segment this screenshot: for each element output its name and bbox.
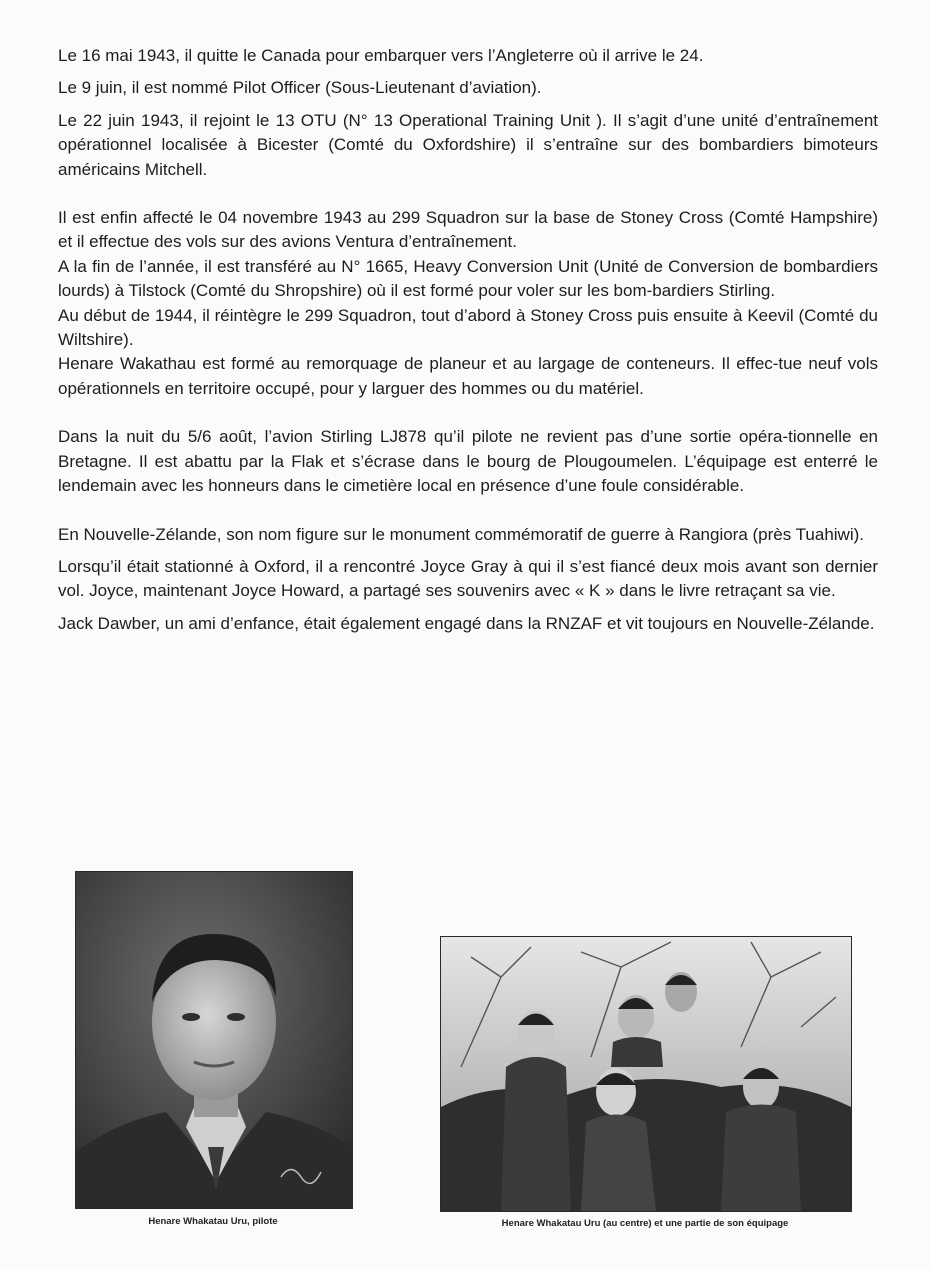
paragraph-11: Jack Dawber, un ami d’enfance, était également engagé dans la RNZAF et vit toujours en Nouvelle-Zélande. (58, 613, 875, 633)
paragraph-4: Il est enfin affecté le 04 novembre 1943 au 299 Squadron sur la base de Stoney Cross (Comté Hampshire) et il effectue des vols sur des avions Ventura d’entraînement. (58, 208, 878, 252)
paragraph-6: Au début de 1944, il réintègre le 299 Squadron, tout d’abord à Stoney Cross puis ensuite à Keevil (Comté du Wiltshire). (58, 305, 878, 350)
group-caption: Henare Whakatau Uru (au centre) et une partie de son équipage (501, 1218, 789, 1229)
group-photo (440, 936, 852, 1212)
paragraph-3: Le 22 juin 1943, il rejoint le 13 OTU (N° 13 Operational Training Unit ). Il s’agit d’une unité d’entraînement opérationnel localisée à Bicester (Comté du Oxfordshire) il s’entraîne sur des bombardiers bimoteurs américains Mitchell. (58, 110, 878, 179)
paragraph-2: Le 9 juin, il est nommé Pilot Officer (Sous-Lieutenant d’aviation). (58, 78, 542, 98)
paragraph-5: A la fin de l’année, il est transféré au N° 1665, Heavy Conversion Unit (Unité de Conversion de bombardiers lourds) à Tilstock (Comté du Shropshire) où il est formé pour voler sur les bom-bardiers Stirling. (58, 256, 878, 301)
paragraph-10: Lorsqu’il était stationné à Oxford, il a rencontré Joyce Gray à qui il s’est fiancé deux mois avant son dernier vol. Joyce, maintenant Joyce Howard, a partagé ses souvenirs avec « K » dans le livre retraçant sa vie. (58, 556, 878, 601)
portrait-caption: Henare Whakatau Uru, pilote (148, 1216, 278, 1227)
portrait-photo (75, 871, 353, 1209)
paragraph-8: Dans la nuit du 5/6 août, l’avion Stirling LJ878 qu’il pilote ne revient pas d’une sortie opéra-tionnelle en Bretagne. Il est abattu par la Flak et s’écrase dans le bourg de Plougoumelen. L’équipage est enterré le lendemain avec les honneurs dans le cimetière local en présence d’une foule considérable. (58, 427, 878, 496)
paragraph-7: Henare Wakathau est formé au remorquage de planeur et au largage de conteneurs. Il effec-tue neuf vols opérationnels en territoire occupé, pour y larguer des hommes ou du matériel. (58, 354, 878, 398)
portrait-image (76, 872, 352, 1208)
group-image (441, 937, 851, 1211)
body-text (58, 44, 878, 636)
paragraph-1: Le 16 mai 1943, il quitte le Canada pour embarquer vers l’Angleterre où il arrive le 24. (58, 46, 704, 65)
paragraph-9: En Nouvelle-Zélande, son nom figure sur le monument commémoratif de guerre à Rangiora (près Tuahiwi). (58, 524, 864, 544)
